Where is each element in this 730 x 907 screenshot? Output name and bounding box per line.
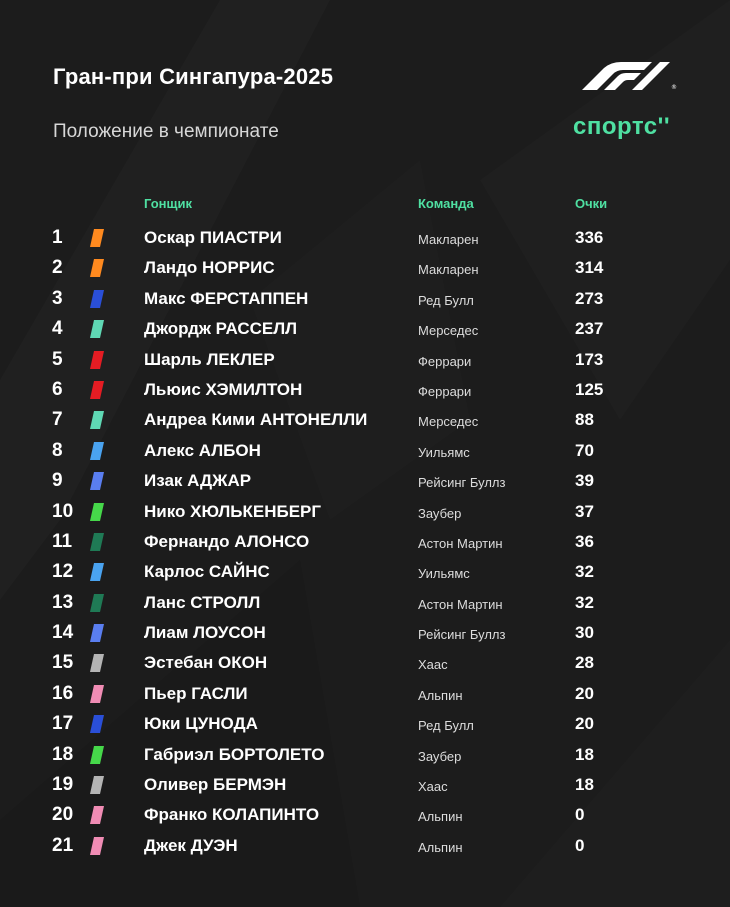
column-header-team: Команда: [418, 196, 474, 211]
team-name: Альпин: [418, 687, 463, 703]
driver-name: Ландо НОРРИС: [144, 258, 275, 278]
team-name: Астон Мартин: [418, 535, 503, 551]
points-value: 336: [575, 228, 604, 247]
points-value: 70: [575, 440, 594, 460]
team-name: Рейсинг Буллз: [418, 627, 506, 643]
points-value: 273: [575, 288, 604, 308]
sports-logo: спортс'': [573, 113, 671, 140]
team-color-marker: [90, 746, 104, 764]
position-number: 4: [52, 318, 63, 340]
team-name: Заубер: [418, 505, 462, 521]
team-color-marker: [90, 411, 104, 429]
team-name: Ред Булл: [418, 292, 474, 308]
team-name: Заубер: [418, 748, 462, 764]
position-number: 9: [52, 470, 63, 492]
team-color-marker: [90, 563, 104, 581]
driver-name: Карлос САЙНС: [144, 562, 270, 582]
column-header-points: Очки: [575, 196, 608, 211]
team-name: Макларен: [418, 232, 479, 247]
team-color-marker: [90, 685, 104, 703]
table-row: [0, 345, 730, 375]
team-name: Ред Булл: [418, 718, 474, 734]
page-subtitle: Положение в чемпионате: [53, 121, 279, 142]
team-name: Феррари: [418, 353, 472, 369]
standings-list: [0, 223, 730, 861]
points-value: 88: [575, 410, 594, 430]
points-value: 173: [575, 349, 604, 369]
team-name: Уильямс: [418, 566, 470, 582]
table-row: [0, 740, 730, 770]
team-color-marker: [90, 624, 104, 642]
driver-name: Изак АДЖАР: [144, 471, 252, 491]
f1-logo: [574, 60, 680, 90]
position-number: 8: [52, 439, 63, 461]
team-color-marker: [90, 594, 104, 612]
position-number: 19: [52, 774, 74, 796]
position-number: 16: [52, 682, 74, 704]
driver-name: Шарль ЛЕКЛЕР: [144, 349, 275, 369]
points-value: 20: [575, 683, 594, 703]
team-color-marker: [90, 229, 104, 247]
team-name: Мерседес: [418, 414, 479, 430]
driver-name: Оливер БЕРМЭН: [144, 775, 287, 795]
driver-name: Льюис ХЭМИЛТОН: [144, 379, 303, 399]
points-value: 20: [575, 714, 594, 734]
driver-name: Габриэл БОРТОЛЕТО: [144, 744, 325, 764]
table-row: [0, 618, 730, 648]
position-number: 6: [52, 378, 63, 400]
position-number: 15: [52, 652, 74, 674]
table-row: [0, 253, 730, 283]
table-row: [0, 375, 730, 405]
team-color-marker: [90, 290, 104, 308]
points-value: 18: [575, 744, 594, 764]
position-number: 11: [52, 530, 73, 552]
table-row: [0, 557, 730, 587]
driver-name: Лиам ЛОУСОН: [144, 623, 266, 643]
driver-name: Джек ДУЭН: [144, 835, 238, 855]
table-row: [0, 800, 730, 830]
page-title: Гран-при Сингапура-2025: [53, 64, 334, 89]
table-row: [0, 405, 730, 435]
driver-name: Фернандо АЛОНСО: [144, 531, 310, 551]
position-number: 13: [52, 591, 74, 613]
team-color-marker: [90, 806, 104, 824]
position-number: 5: [52, 348, 63, 370]
team-color-marker: [90, 381, 104, 399]
position-number: 2: [52, 257, 63, 279]
team-name: Макларен: [418, 262, 479, 278]
points-value: 37: [575, 501, 594, 521]
points-value: 28: [575, 653, 594, 673]
position-number: 14: [52, 622, 74, 644]
team-color-marker: [90, 259, 104, 277]
driver-name: Эстебан ОКОН: [144, 653, 268, 673]
table-row: [0, 679, 730, 709]
position-number: 12: [52, 561, 74, 583]
position-number: 18: [52, 743, 74, 765]
points-value: 36: [575, 531, 594, 551]
position-number: 21: [52, 834, 74, 856]
position-number: 20: [52, 804, 74, 826]
position-number: 17: [52, 713, 74, 735]
points-value: 0: [575, 805, 585, 825]
table-row: [0, 831, 730, 861]
team-name: Мерседес: [418, 323, 479, 339]
points-value: 32: [575, 562, 594, 582]
team-name: Феррари: [418, 383, 472, 399]
position-number: 10: [52, 500, 74, 522]
team-name: Астон Мартин: [418, 596, 503, 612]
table-row: [0, 284, 730, 314]
table-row: [0, 223, 730, 253]
team-name: Хаас: [418, 657, 448, 673]
team-name: Уильямс: [418, 444, 470, 460]
column-header-driver: Гонщик: [144, 196, 192, 211]
table-row: [0, 770, 730, 800]
points-value: 237: [575, 319, 604, 339]
points-value: 32: [575, 592, 594, 612]
points-value: 30: [575, 623, 594, 643]
team-color-marker: [90, 776, 104, 794]
team-name: Альпин: [418, 839, 463, 855]
team-color-marker: [90, 472, 104, 490]
driver-name: Макс ФЕРСТАППЕН: [144, 288, 309, 308]
points-value: 125: [575, 379, 604, 399]
svg-text:®: ®: [671, 84, 677, 90]
driver-name: Джордж РАССЕЛЛ: [144, 319, 298, 339]
team-color-marker: [90, 503, 104, 521]
position-number: 7: [52, 409, 63, 431]
team-color-marker: [90, 533, 104, 551]
points-value: 0: [575, 835, 585, 855]
table-row: [0, 588, 730, 618]
table-row: [0, 709, 730, 739]
team-color-marker: [90, 442, 104, 460]
team-color-marker: [90, 837, 104, 855]
driver-name: Ланс СТРОЛЛ: [144, 592, 261, 612]
team-color-marker: [90, 320, 104, 338]
team-color-marker: [90, 351, 104, 369]
points-value: 18: [575, 775, 594, 795]
team-name: Хаас: [418, 779, 448, 795]
team-color-marker: [90, 715, 104, 733]
table-row: [0, 648, 730, 678]
position-number: 3: [52, 287, 63, 309]
points-value: 39: [575, 471, 594, 491]
table-row: [0, 314, 730, 344]
driver-name: Андреа Кими АНТОНЕЛЛИ: [144, 410, 368, 430]
table-row: [0, 497, 730, 527]
team-name: Альпин: [418, 809, 463, 825]
position-number: 1: [52, 227, 63, 248]
driver-name: Пьер ГАСЛИ: [144, 683, 248, 703]
driver-name: Франко КОЛАПИНТО: [144, 805, 320, 825]
table-row: [0, 436, 730, 466]
team-color-marker: [90, 654, 104, 672]
table-row: [0, 527, 730, 557]
table-row: [0, 466, 730, 496]
points-value: 314: [575, 258, 604, 278]
driver-name: Алекс АЛБОН: [144, 440, 261, 460]
driver-name: Оскар ПИАСТРИ: [144, 228, 282, 247]
team-name: Рейсинг Буллз: [418, 475, 506, 491]
driver-name: Юки ЦУНОДА: [144, 714, 258, 734]
driver-name: Нико ХЮЛЬКЕНБЕРГ: [144, 501, 322, 521]
